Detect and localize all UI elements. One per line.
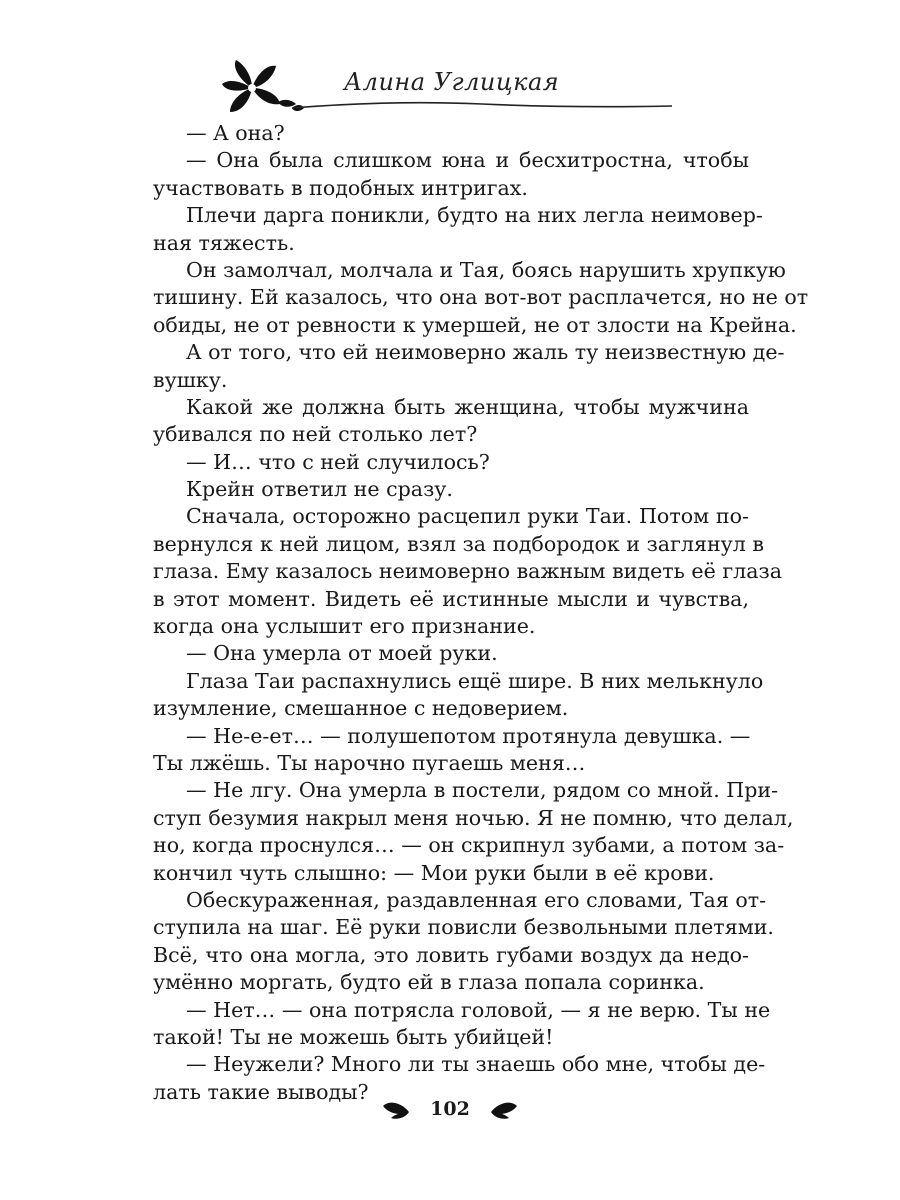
text-line: такой! Ты не можешь быть убийцей! — [153, 1024, 554, 1049]
text-line: Крейн ответил не сразу. — [186, 477, 453, 502]
paragraph — [153, 723, 749, 778]
paragraph — [153, 120, 749, 147]
text-line: Всё, что она могла, это ловить губами воздух да недо- — [153, 942, 749, 967]
text-line: — Не-е-ет… — полушепотом протянула девушка. — — [186, 723, 751, 748]
text-line: — Неужели? Много ли ты знаешь обо мне, чтобы де- — [186, 1052, 766, 1077]
paragraph — [153, 147, 749, 202]
paragraph — [153, 257, 809, 339]
text-line: кончил чуть слышно: — Мои руки были в её крови. — [153, 860, 715, 885]
text-line: убивался по ней столько лет? — [153, 422, 478, 447]
body-text — [153, 120, 809, 1106]
leaf-ornament-right-icon — [489, 1098, 519, 1120]
text-line: Какой же должна быть женщина, чтобы мужчина — [186, 394, 749, 419]
text-line: когда она услышит его признание. — [153, 614, 536, 639]
paragraph — [153, 503, 783, 640]
paragraph — [153, 339, 785, 394]
page-footer — [0, 1098, 900, 1134]
text-line: глаза. Ему казалось неимоверно важным видеть её глаза — [153, 559, 783, 584]
text-line: Он замолчал, молчала и Тая, боясь нарушить хрупкую — [186, 257, 786, 282]
text-line: ступила на шаг. Её руки повисли безвольными плетями. — [153, 915, 774, 940]
paragraph — [153, 668, 764, 723]
text-line: но, когда проснулся… — он скрипнул зубами, а потом за- — [153, 833, 785, 858]
text-line: — Нет… — она потрясла головой, — я не верю. Ты не — [186, 997, 771, 1022]
page-number: 102 — [430, 1098, 470, 1120]
text-line: умённо моргать, будто ей в глаза попала соринка. — [153, 970, 705, 995]
paragraph — [153, 640, 749, 667]
paragraph — [153, 202, 763, 257]
text-line: Ты лжёшь. Ты нарочно пугаешь меня… — [153, 750, 586, 775]
paragraph — [153, 777, 794, 887]
text-line: лать такие выводы? — [153, 1079, 369, 1104]
text-line: Глаза Таи распахнулись ещё шире. В них мелькнуло — [186, 668, 764, 693]
text-line: участвовать в подобных интригах. — [153, 175, 528, 200]
text-line: — Она была слишком юна и бесхитростна, чтобы — [186, 148, 749, 173]
paragraph — [153, 997, 771, 1052]
paragraph — [153, 394, 749, 449]
text-line: тишину. Ей казалось, что она вот-вот расплачется, но не от — [153, 285, 809, 310]
text-line: вернулся к ней лицом, взял за подбородок и заглянул в — [153, 531, 765, 556]
text-line: — Она умерла от моей руки. — [186, 641, 498, 666]
text-line: — И… что с ней случилось? — [186, 449, 490, 474]
header-rule — [292, 94, 672, 114]
text-line: Плечи дарга поникли, будто на них легла неимовер- — [186, 203, 763, 228]
author-name: Алина Углицкая — [344, 68, 560, 96]
text-line: ступ безумия накрыл меня ночью. Я не помню, что делал, — [153, 805, 794, 830]
text-line: — Не лгу. Она умерла в постели, рядом со мной. При- — [186, 778, 779, 803]
text-line: — А она? — [186, 121, 285, 145]
text-line: в этот момент. Видеть её истинные мысли и чувства, — [153, 586, 749, 611]
text-line: изумление, смешанное с недоверием. — [153, 696, 569, 721]
text-line: вушку. — [153, 367, 228, 392]
running-header — [222, 58, 672, 118]
text-line: А от того, что ей неимоверно жаль ту неизвестную де- — [186, 340, 785, 365]
leaf-ornament-left-icon — [381, 1098, 411, 1120]
text-line: Сначала, осторожно расцепил руки Таи. Потом по- — [186, 504, 749, 529]
text-line: обиды, не от ревности к умершей, не от злости на Крейна. — [153, 312, 797, 337]
paragraph — [153, 449, 749, 476]
text-line: ная тяжесть. — [153, 230, 295, 255]
text-line: Обескураженная, раздавленная его словами, Тая от- — [186, 887, 767, 912]
paragraph — [153, 887, 774, 997]
paragraph — [153, 476, 749, 503]
